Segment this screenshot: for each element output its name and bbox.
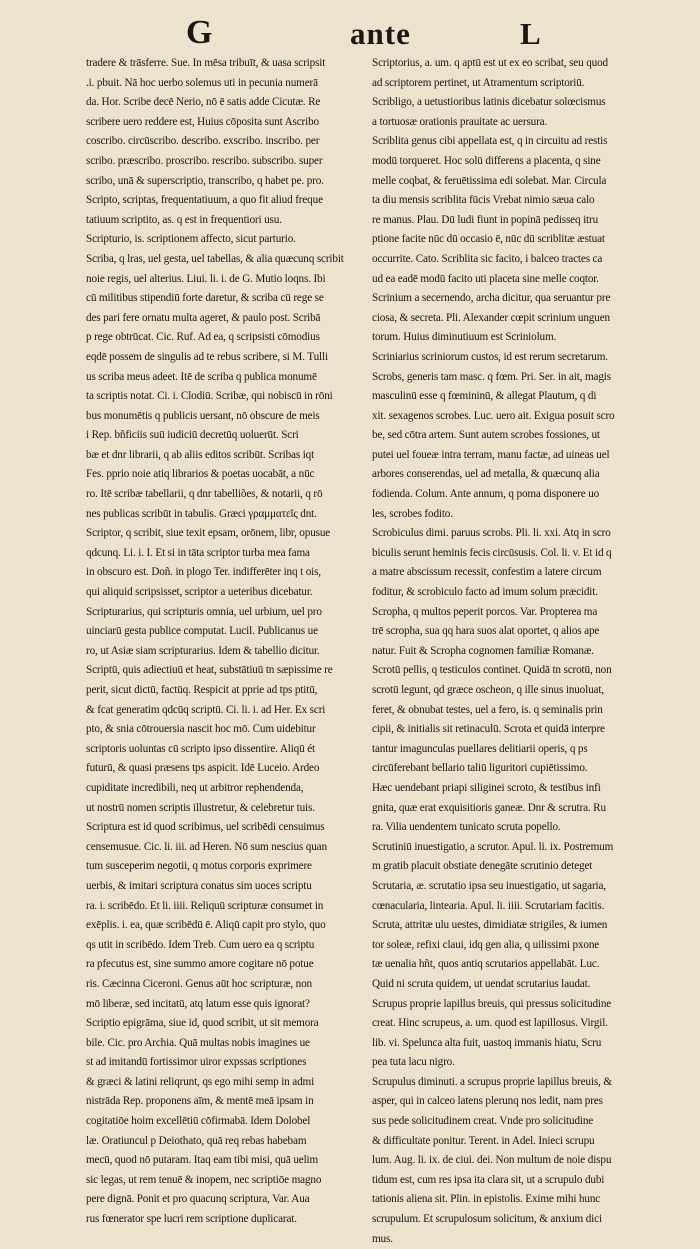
text-line: gnita, quæ erat exquisitioris ganeæ. Dnr & scrutra. Ru bbox=[372, 801, 606, 814]
text-line: scrupulum. Et scrupulosum solicitum, & anxium dici bbox=[372, 1213, 602, 1226]
text-line: les, scrobes fodito. bbox=[372, 507, 453, 520]
text-line: us scriba meus adeet. Itē de scriba q publica monumē bbox=[86, 370, 317, 383]
text-line: m gratib placuit obstiate denegāte scrutinio deteget bbox=[372, 860, 593, 873]
text-line: tationis aliena sit. Plin. in epistolis. Exime mihi hunc bbox=[372, 1193, 601, 1206]
text-line: xit. sexagenos scrobes. Luc. uero ait. Exigua posuit scro bbox=[372, 409, 615, 422]
text-line: tradere & trāsferre. Sue. In mēsa tribuīt, & uasa scripsit bbox=[86, 57, 326, 69]
text-line: tor soleæ, refixi claui, idq gen alia, q uilissimi pxone bbox=[372, 938, 600, 951]
text-line: Fes. pprio noie atiq librarios & poetas uocabāt, a nūc bbox=[86, 468, 315, 481]
text-line: uerbis, & imitari scriptura conatus sim uoces scriptu bbox=[86, 879, 312, 892]
text-line: sic legas, ut rem tenuē & inopem, nec scriptiōe magno bbox=[86, 1173, 322, 1186]
text-line: censemusue. Cic. li. iii. ad Heren. Nō sum nescius quan bbox=[86, 840, 327, 853]
text-line: a matre abscissum recessit, confestim a latere circum bbox=[372, 566, 602, 579]
text-line: mō liberæ, sed incitatū, atq latum esse quis ignorat? bbox=[86, 997, 310, 1010]
text-line: Scriptū, quis adiectiuū et heat, substātiuū tn sæpissime re bbox=[86, 664, 333, 677]
text-line: coscribo. circūscribo. describo. exscribo. inscribo. per bbox=[86, 135, 320, 148]
text-line: ra pfecutus est, sine summo amore cogitare nō potue bbox=[86, 958, 314, 971]
text-line: læ. Oratiuncul p Deiothato, quā req rebas habebam bbox=[86, 1134, 307, 1147]
text-line: fodienda. Colum. Ante annum, q poma disponere uo bbox=[372, 488, 600, 501]
text-line: da. Hor. Scribe decē Nerio, nō ē satis adde Cicutæ. Re bbox=[86, 96, 321, 109]
text-line: & fcat generatim qdcūq scriptū. Ci. li. i. ad Her. Ex scri bbox=[86, 703, 326, 716]
text-line: Scripto, scriptas, frequentatiuum, a quo fit aliud freque bbox=[86, 194, 323, 207]
text-line: ra. i. scribēdo. Et li. iiii. Reliquū scripturæ consumet in bbox=[86, 899, 324, 912]
text-line: sus pede solicitudinem creat. Vnde pro solicitudine bbox=[372, 1115, 594, 1128]
text-line: putei uel foueæ intra terram, manu factæ, ad uineas uel bbox=[372, 448, 610, 461]
text-line: nes publicas scribūt in tabulis. Græci γραμματεῖς dnt. bbox=[86, 507, 317, 520]
text-line: arbores conserendas, uel ad metalla, & quæcunq alia bbox=[372, 468, 600, 481]
text-line: ra. Vilia uendentem tunicato scruta popello. bbox=[372, 821, 561, 834]
text-line: des pari fere ornatu multa ageret, & paulo post. Scribā bbox=[86, 311, 321, 324]
text-line: masculinū esse q fœmininū, & allegat Plautum, q di bbox=[372, 390, 597, 403]
text-line: creat. Hinc scrupeus, a. um. quod est lapillosus. Virgil. bbox=[372, 1017, 608, 1030]
text-line: natur. Fuit & Scropha cognomen familiæ Romanæ. bbox=[372, 644, 594, 657]
text-line: nistrāda Rep. proponens aīm, & mentē meā ipsam in bbox=[86, 1095, 314, 1108]
text-line: cogitatiōe hoim excellētiū cōfirmabā. Idem Dolobel bbox=[86, 1115, 311, 1128]
text-line: torum. Huius diminutiuum est Scriniolum. bbox=[372, 331, 557, 344]
text-line: scribere uero reddere est, Huius cōposita sunt Ascribo bbox=[86, 115, 319, 128]
text-line: ta diu mensis scriblita fūcis Vrebat nimio sæua calo bbox=[372, 194, 595, 207]
text-line: biculis serunt heminis fecis circūsusis. Col. li. v. Et id q bbox=[372, 546, 612, 559]
text-line: modū torqueret. Hoc solū differens a placenta, q sine bbox=[372, 154, 601, 167]
text-line: tantur imagunculas puellares delitiarii operis, q ps bbox=[372, 742, 588, 755]
text-line: noie regis, uel alterius. Liui. li. i. de G. Mutio loqns. Ibi bbox=[86, 272, 326, 285]
text-line: in obscuro est. Doñ. in plogo Ter. indifferēter inq t ois, bbox=[86, 566, 321, 579]
text-line: Scriba, q lras, uel gesta, uel tabellas, & alia quæcunq scribit bbox=[86, 252, 344, 265]
text-line: cœnacularia, lintearia. Apul. li. iiii. Scrutariam facitis. bbox=[372, 899, 605, 912]
text-line: qui aliquid scripsisset, scriptor a ueteribus dicebatur. bbox=[86, 586, 313, 599]
text-line: bile. Cic. pro Archia. Quā multas nobis imagines ue bbox=[86, 1036, 310, 1049]
text-line: Scriptorius, a. um. q aptū est ut ex eo scribat, seu quod bbox=[372, 57, 608, 69]
text-line: & difficultate ponitur. Terent. in Adel. Inieci scrupu bbox=[372, 1134, 595, 1147]
text-line: Scropha, q multos peperit porcos. Var. Propterea ma bbox=[372, 605, 598, 618]
text-line: re manus. Plau. Dū ludi fiunt in popinā pedisseq itru bbox=[372, 213, 599, 226]
text-line: ro. Itē scribæ tabellarii, q dnr tabelliões, & notarii, q rō bbox=[86, 488, 323, 501]
text-line: cipii, & initialis sit retinaculū. Scrota et quidā interpre bbox=[372, 723, 605, 736]
text-line: ad scriptorem pertinet, ut Atramentum scriptoriū. bbox=[372, 76, 585, 89]
text-line: be, sed cōtra artem. Sunt autem scrobes fossiones, ut bbox=[372, 429, 600, 442]
text-line: uinciarū gesta publice computat. Lucil. Publicanus ue bbox=[86, 625, 318, 638]
text-column-right bbox=[372, 54, 678, 1249]
text-line: Scrutaria, æ. scrutatio ipsa seu inuestigatio, ut sagaria, bbox=[372, 879, 606, 892]
text-line: lib. vi. Spelunca alta fuit, uastoq immanis hiatu, Scru bbox=[372, 1036, 602, 1049]
text-line: a tortuosæ orationis prauitate ac uersura. bbox=[372, 115, 548, 128]
text-line: Scrotū pellis, q testiculos continet. Quidā tn scrotū, non bbox=[372, 664, 612, 677]
text-line: Quid ni scruta quidem, ut uendat scrutarius laudat. bbox=[372, 977, 591, 990]
text-line: tum susceperim negotii, q motus corporis exprimere bbox=[86, 860, 312, 873]
text-line: ro, ut Asiæ siam scripturarius. Idem & tabellio dicitur. bbox=[86, 644, 320, 657]
text-line: tidum est, cum res ipsa ita clara sit, ut a scrupulo dubi bbox=[372, 1173, 605, 1186]
text-line: qs utit in scribēdo. Idem Treb. Cum uero ea q scriptu bbox=[86, 938, 315, 951]
text-line: tatiuum scriptito, as. q est in frequentiori usu. bbox=[86, 213, 282, 226]
text-line: rus fœnerator spe lucri rem scriptione duplicarat. bbox=[86, 1213, 297, 1226]
text-line: Scrupulus diminuti. a scrupus proprie lapillus breuis, & bbox=[372, 1075, 612, 1088]
text-line: Hæc uendebant priapi siliginei scroto, & testibus infi bbox=[372, 781, 601, 794]
text-line: cupiditate incredibili, neq ut arbitror rephendenda, bbox=[86, 781, 304, 794]
text-line: mus. bbox=[372, 1232, 393, 1245]
text-line: trē scropha, sua qq hara suos alat oportet, q alios ape bbox=[372, 625, 600, 638]
text-line: lum. Aug. li. ix. de ciui. dei. Non multum de noie dispu bbox=[372, 1154, 612, 1167]
text-line: qdcunq. Li. i. I. Et si in tāta scriptor turba mea fama bbox=[86, 546, 310, 559]
text-line: mecū, quod nō putaram. Itaq eam tibi misi, quā uelim bbox=[86, 1154, 319, 1167]
text-line: Scriptura est id quod scribimus, uel scribēdi censuimus bbox=[86, 821, 325, 834]
text-line: i Rep. bñficiis suū iudiciū decretūq uoluerūt. Scri bbox=[86, 429, 299, 442]
text-line: ptione facite nūc dū occasio ē, nūc dū scriblitæ æstuat bbox=[372, 233, 605, 246]
text-line: st ad imitandū fortissimor uiror expssas scriptiones bbox=[86, 1056, 307, 1069]
text-line: exēplis. i. ea, quæ scribēdū ē. Aliqū capit pro stylo, quo bbox=[86, 919, 326, 932]
text-line: scribo, unā & superscriptio, transcribo, q habet pe. pro. bbox=[86, 174, 324, 187]
text-line: scrotū legunt, qd græce oscheon, q ille sinus inuoluat, bbox=[372, 684, 604, 696]
text-line: Scrutiniū inuestigatio, a scrutor. Apul. li. ix. Postremum bbox=[372, 840, 614, 853]
text-line: tæ uenalia hñt, quos antiq scrutarios appellabāt. Luc. bbox=[372, 958, 600, 971]
text-line: Scriptio epigrāma, siue id, quod scribit, ut sit memora bbox=[86, 1017, 319, 1030]
running-header bbox=[0, 14, 700, 58]
text-line: Scripturarius, qui scripturis omnia, uel urbium, uel pro bbox=[86, 605, 322, 618]
text-line: futurū, & quasi præsens tps aspicit. Idē Luceio. Ardeo bbox=[86, 762, 320, 775]
text-line: ud ea eadē modū facito uti placeta sine melle coqtor. bbox=[372, 272, 599, 285]
header-signature-left: G bbox=[186, 14, 213, 51]
text-line: cū militibus stipendiū forte daretur, & scriba cū rege se bbox=[86, 292, 324, 305]
text-line: Scribligo, a uetustioribus latinis dicebatur solœcismus bbox=[372, 96, 606, 109]
text-line: Scrobiculus dimi. paruus scrobs. Pli. li. xxi. Atq in scro bbox=[372, 527, 611, 540]
text-column-left bbox=[86, 54, 378, 1230]
text-line: eqdē possem de singulis ad te rebus scribere, si M. Tulli bbox=[86, 350, 328, 363]
text-line: feret, & obnubat testes, uel a fero, is. q seminalis prin bbox=[372, 703, 603, 716]
text-line: p rege obtrūcat. Cic. Ruf. Ad ea, q scripsisti cōmodius bbox=[86, 331, 320, 344]
text-line: asper, qui in calceo latens plerunq nos ledit, nam pres bbox=[372, 1095, 603, 1108]
text-line: & græci & latini reliqrunt, qs ego mihi semp in admi bbox=[86, 1075, 315, 1088]
text-line: Scriniarius scriniorum custos, id est rerum secretarum. bbox=[372, 350, 608, 363]
text-line: Scrinium a secernendo, archa dicitur, qua seruantur pre bbox=[372, 292, 611, 305]
text-line: occurrite. Cato. Scriblita sic facito, i balceo tractes ca bbox=[372, 252, 603, 265]
text-line: Scriblita genus cibi appellata est, q in circuitu ad restis bbox=[372, 135, 608, 148]
header-catchword: ante bbox=[350, 16, 411, 51]
text-line: bæ et dnr librarii, q ab aliis editos scribūt. Scribas iqt bbox=[86, 448, 315, 461]
text-line: Scriptor, q scribit, siue texit epsam, orōnem, libr, opusue bbox=[86, 527, 331, 540]
text-line: ta scriptis notat. Ci. i. Clodiū. Scribæ, qui nobiscū in rōni bbox=[86, 390, 333, 403]
text-line: scriptoris uoluntas cū scripto ipso dissentire. Aliqū ét bbox=[86, 742, 315, 755]
text-line: Scrobs, generis tam masc. q fœm. Pri. Ser. in ait, magis bbox=[372, 370, 611, 383]
text-line: pea tuta lacu nigro. bbox=[372, 1056, 455, 1069]
text-line: pto, & snia cōtrouersia nascit hoc mō. Cum uidebitur bbox=[86, 723, 316, 736]
text-line: .i. pbuit. Nā hoc uerbo solemus uti in pecunia numerā bbox=[86, 76, 318, 89]
text-line: Scripturio, is. scriptionem affecto, sicut parturio. bbox=[86, 233, 296, 246]
text-line: melle coqbat, & feruētissima edi solebat. Mar. Circula bbox=[372, 174, 607, 187]
text-line: Scrupus proprie lapillus breuis, qui pressus solicitudine bbox=[372, 997, 612, 1010]
text-line: ris. Cæcinna Ciceroni. Genus aūt hoc scripturæ, non bbox=[86, 977, 313, 990]
text-line: ciosa, & secreta. Pli. Alexander cœpit scrinium unguen bbox=[372, 311, 610, 324]
text-line: bus monumētis q publicis uersant, nō obscure de meis bbox=[86, 409, 320, 422]
text-line: ut nostrū nomen scriptis illustretur, & celebretur tuis. bbox=[86, 801, 315, 814]
text-line: circūferebant bellario taliū liguritori cupiētissimo. bbox=[372, 762, 588, 775]
text-line: foditur, & scrobiculo facto ad imum solum præcidit. bbox=[372, 586, 598, 599]
text-line: perit, sicut dictū, factūq. Respicit at pprie ad tps ptitū, bbox=[86, 684, 318, 696]
text-line: pere dignā. Ponit et pro quacunq scriptura, Var. Aua bbox=[86, 1193, 310, 1206]
header-signature-right: L bbox=[520, 16, 541, 51]
text-line: Scruta, attritæ ulu uestes, dimidiatæ strigiles, & iumen bbox=[372, 919, 608, 932]
text-line: scribo. præscribo. proscribo. rescribo. subscribo. super bbox=[86, 154, 323, 167]
